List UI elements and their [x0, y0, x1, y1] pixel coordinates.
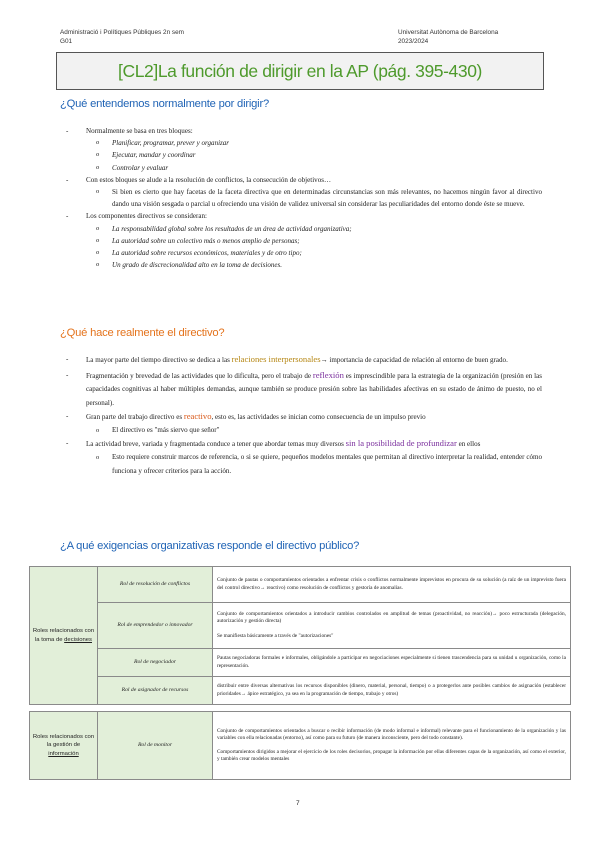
- text: información: [48, 750, 79, 757]
- list-item: [66, 410, 542, 424]
- text: Se manifiesta básicamente a través de "autorizaciones": [217, 632, 334, 639]
- header-right: [398, 28, 498, 47]
- section-1-body: [66, 125, 542, 271]
- section-heading-3: ¿A qué exigencias organizativas responde el directivo público?: [60, 540, 360, 552]
- desc-cell: Conjunto de pautas o comportamientos orientados a enfrentar crisis o conflictos normalmente imprevistos en procura de su solución (a raíz de un imprevisto fuera del control directivo→ reactivo) como resolución de conflictos y gestoría de anomalías.: [213, 567, 571, 603]
- text: , esto es, las actividades se inician como consecuencia de un impulso previo: [211, 412, 426, 421]
- text: Fragmentación y brevedad de las actividades que lo dificulta, pero el trabajo de: [86, 372, 313, 381]
- sub-list-item: o Un grado de discrecionalidad alto en la toma de decisiones.: [66, 259, 542, 271]
- desc-cell: [213, 603, 571, 649]
- sub-list-item: o La autoridad sobre un colectivo más o menos amplio de personas;: [66, 235, 542, 247]
- text: → importancia de capacidad de relación al entorno de buen grado.: [320, 356, 508, 364]
- text: Comportamientos dirigidos a mejorar el ejercicio de los roles decisorios, propagar la información por ellas diferentes capas de la organización, así como el exterior, y también crear modelos mentales: [217, 749, 566, 763]
- role-cell: Rol de resolución de conflictos: [98, 567, 213, 603]
- list-item: [66, 369, 542, 410]
- table-row: [30, 712, 571, 780]
- group-cell-informacion: [30, 712, 98, 780]
- text: Conjunto de comportamientos orientados a buscar o recibir información (de modo informal e informal) relevante para el funcionamiento de la organización y las variables con ella relacionadas (entorno), así como para su futuro (de manera inconsciente, pero del todo constante).: [217, 727, 566, 741]
- section-2-body: [66, 353, 542, 478]
- desc-cell: [213, 712, 571, 780]
- header-group: G01: [60, 38, 73, 46]
- list-item: [66, 437, 542, 451]
- sub-list-item: o La autoridad sobre recursos económicos, materiales y de otro tipo;: [66, 247, 542, 259]
- role-cell: Rol de negociador: [98, 649, 213, 677]
- section-heading-2: ¿Qué hace realmente el directivo?: [60, 327, 225, 339]
- sub-list-item: o La responsabilidad global sobre los resultados de un área de actividad organizativa;: [66, 223, 542, 235]
- header-year: 2023/2024: [398, 38, 429, 46]
- table-row: [30, 649, 571, 677]
- highlight-reactivo: reactivo: [183, 410, 212, 421]
- desc-cell: Pautas negociadoras formales e informales, obligándole a participar en negociaciones especialmente si tienen trascendencia para su unidad u organización, como la representación.: [213, 649, 571, 677]
- list-item: [66, 353, 542, 367]
- text: La mayor parte del tiempo directivo se dedica a las: [86, 356, 232, 364]
- group-cell-decisiones: [30, 567, 98, 705]
- role-cell: Rol de monitor: [98, 712, 213, 780]
- text: Gran parte del trabajo directivo es: [86, 412, 184, 421]
- sub-list-item: o Controlar y evaluar: [66, 162, 542, 174]
- header-course: Administració i Polítiques Públiques 2n sem: [60, 29, 184, 36]
- roles-table: [29, 566, 571, 780]
- spacer-cell: [30, 705, 571, 712]
- section-heading-1: ¿Qué entendemos normalmente por dirigir?: [60, 98, 270, 110]
- sub-list-item: o Planificar, programar, prever y organizar: [66, 137, 542, 149]
- desc-cell: distribuir entre diversas alternativas los recursos disponibles (dinero, material, personal, tiempo) o a protegerlos ante posibles cambios de asignación (establecer prioridades→ ápice estratégico, ya sea en la programación de tiempo, trabajo y otros): [213, 677, 571, 705]
- highlight-relaciones: relaciones interpersonales: [231, 354, 321, 364]
- table-row: [30, 677, 571, 705]
- table-spacer: [30, 705, 571, 712]
- title-box: [56, 52, 544, 90]
- text: La actividad breve, variada y fragmentada conduce a tener que abordar temas muy diversos: [86, 440, 346, 449]
- text: Roles relacionados con la toma de: [32, 628, 95, 643]
- table-row: [30, 567, 571, 603]
- list-item: - Normalmente se basa en tres bloques:: [66, 125, 542, 137]
- text: Conjunto de comportamientos orientados a introducir cambios controlados en amplitud de temas (proactividad, no reacción)→ poco estructurada (delegación, autorización y gestión directa): [217, 611, 566, 625]
- header-left: [60, 28, 184, 47]
- sub-list-item: o Ejecutar, mandar y coordinar: [66, 149, 542, 161]
- sub-list-item: o El directivo es "más siervo que señor": [66, 424, 542, 437]
- text: es imprescindible para la estrategia de la organización (presión en las capacidades cognitivas al haber múltiples demandas, aunque también se produce presión sobre las habilidades afectivas en su estado de ánimo de puesto, no el personal).: [86, 372, 542, 407]
- table-row: [30, 603, 571, 649]
- text: decisiones: [64, 636, 92, 643]
- role-cell: Rol de asignador de recursos: [98, 677, 213, 705]
- text: Roles relacionados con la gestión de: [32, 734, 95, 749]
- text: en ellos: [456, 440, 481, 449]
- highlight-profundizar: sin la posibilidad de profundizar: [345, 438, 457, 449]
- sub-list-item: o Si bien es cierto que hay facetas de la faceta directiva que en determinadas circunstancias son más relevantes, no hacemos ningún favor al directivo dando una visión sesgada o parcial u ofreciendo una visión de validez universal sin considerar las peculiaridades del entorno donde éste se mueve.: [66, 186, 542, 210]
- header-university: Universitat Autònoma de Barcelona: [398, 29, 499, 36]
- list-item: - Con estos bloques se alude a la resolución de conflictos, la consecución de objetivos…: [66, 174, 542, 186]
- list-item: - Los componentes directivos se consideran:: [66, 210, 542, 222]
- highlight-reflexion: reflexión: [312, 370, 344, 381]
- page-number: 7: [296, 800, 300, 807]
- role-cell: Rol de emprendedor o innovador: [98, 603, 213, 649]
- sub-list-item: o Esto requiere construir marcos de referencia, o si se quiere, pequeños modelos mentales que permitan al directivo interpretar la realidad, entender cómo funciona y ofrecer criterios para la acción.: [66, 451, 542, 477]
- page-title: [CL2]La función de dirigir en la AP (pág. 395-430): [118, 60, 482, 81]
